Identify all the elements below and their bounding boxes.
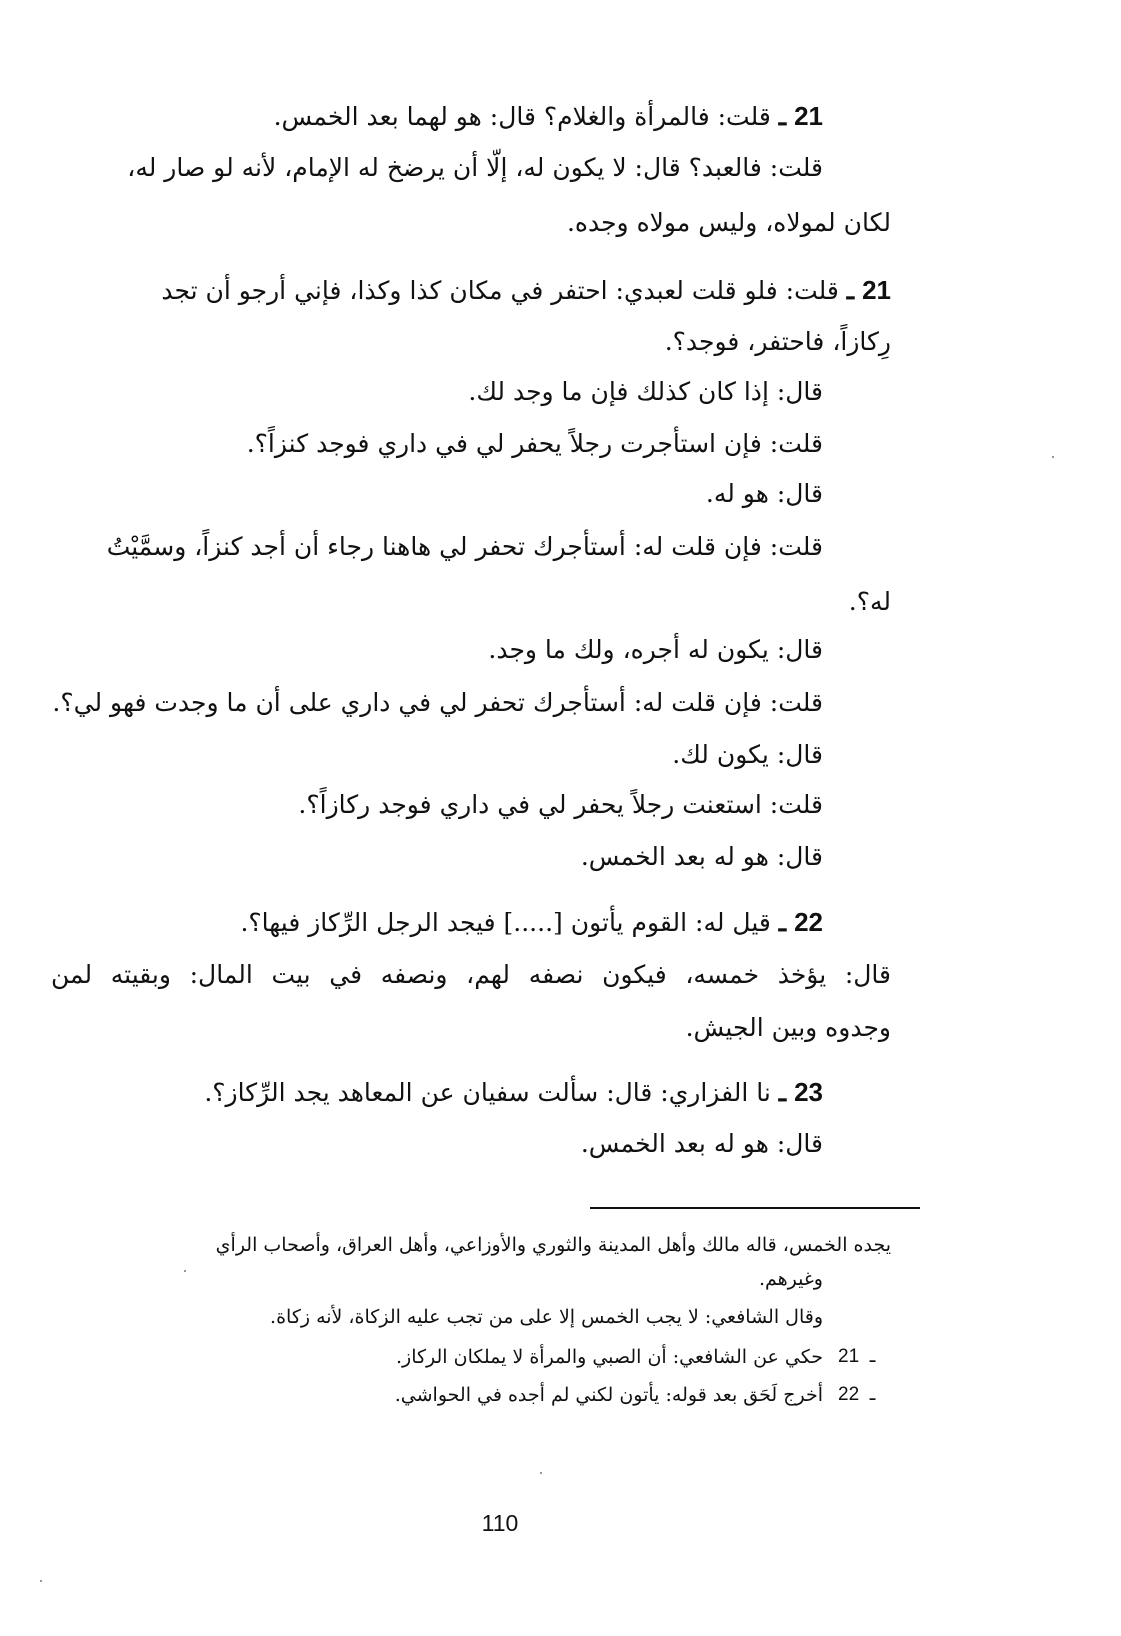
footnote-line-1: يجده الخمس، قاله مالك وأهل المدينة والثوري والأوزاعي، وأهل العراق، وأصحاب الرأي [215, 1234, 891, 1256]
paragraph-21b-line-2: رِكازاً، فاحتفر، فوجد؟. [664, 327, 891, 356]
paragraph-21b-line-11: قلت: استعنت رجلاً يحفر لي في داري فوجد ركازاً؟. [298, 790, 823, 819]
paragraph-text: قلت: فالمرأة والغلام؟ قال: هو لهما بعد الخمس. [273, 102, 771, 131]
scan-speck [1052, 456, 1054, 458]
paragraph-21b-line-12: قال: هو له بعد الخمس. [580, 842, 823, 871]
paragraph-number: 23 [794, 1077, 823, 1107]
number-dash: ـ [846, 276, 855, 305]
scan-speck [184, 1270, 186, 1272]
scan-speck [540, 1472, 542, 1474]
page-number: 110 [481, 1510, 519, 1536]
footnote-21: حكي عن الشافعي: أن الصبي والمرأة لا يملكان الركاز. [395, 1346, 823, 1368]
paragraph-21a-line-3: لكان لمولاه، وليس مولاه وجده. [566, 208, 891, 237]
paragraph-23-line-1 [204, 1072, 823, 1113]
footnote-dash: ـ [869, 1346, 876, 1367]
paragraph-21b-line-1 [161, 270, 891, 311]
number-dash: ـ [778, 102, 787, 131]
footnote-22: أخرج لَحَق بعد قوله: يأتون لكني لم أجده في الحواشي. [394, 1384, 823, 1406]
paragraph-number: 21 [862, 275, 891, 305]
footnote-dash: ـ [869, 1384, 876, 1405]
paragraph-23-line-2: قال: هو له بعد الخمس. [580, 1129, 823, 1158]
paragraph-21b-line-9: قلت: فإن قلت له: أستأجرك تحفر لي في داري على أن ما وجدت فهو لي؟. [52, 688, 823, 717]
footnote-line-2: وغيرهم. [758, 1268, 823, 1290]
footnote-number: 21 [838, 1346, 860, 1367]
paragraph-21b-line-6: قلت: فإن قلت له: أستأجرك تحفر لي هاهنا رجاء أن أجد كنزاً، وسمَّيْتُ [106, 532, 823, 561]
paragraph-text: قيل له: القوم يأتون [.....] فيجد الرجل الرِّكاز فيها؟. [240, 908, 771, 937]
footnote-separator [590, 1207, 920, 1209]
scan-speck [40, 1580, 42, 1582]
paragraph-21b-line-7: له؟. [848, 587, 891, 616]
paragraph-text: نا الفزاري: قال: سألت سفيان عن المعاهد يجد الرِّكاز؟. [204, 1078, 771, 1107]
paragraph-number: 21 [794, 101, 823, 131]
paragraph-21b-line-5: قال: هو له. [705, 479, 823, 508]
footnote-22-number [838, 1378, 898, 1412]
paragraph-21b-line-10: قال: يكون لك. [672, 740, 823, 769]
paragraph-21a-line-1 [274, 96, 823, 137]
paragraph-21b-line-4: قلت: فإن استأجرت رجلاً يحفر لي في داري فوجد كنزاً؟. [246, 429, 823, 458]
footnote-line-3: وقال الشافعي: لا يجب الخمس إلا على من تجب عليه الزكاة، لأنه زكاة. [270, 1306, 823, 1328]
footnote-number: 22 [838, 1384, 860, 1405]
paragraph-22-line-1 [240, 902, 823, 943]
paragraph-22-line-3: وجدوه وبين الجيش. [685, 1013, 891, 1042]
paragraph-21b-line-8: قال: يكون له أجره، ولك ما وجد. [488, 635, 823, 664]
paragraph-21a-line-2: قلت: فالعبد؟ قال: لا يكون له، إلّا أن يرضخ له الإمام، لأنه لو صار له، [127, 153, 823, 182]
paragraph-text: قلت: فلو قلت لعبدي: احتفر في مكان كذا وكذا، فإني أرجو أن تجد [161, 276, 839, 305]
paragraph-21b-line-3: قال: إذا كان كذلك فإن ما وجد لك. [468, 377, 823, 406]
number-dash: ـ [778, 908, 787, 937]
paragraph-number: 22 [794, 907, 823, 937]
footnote-21-number [838, 1340, 898, 1374]
paragraph-22-line-2: قال: يؤخذ خمسه، فيكون نصفه لهم، ونصفه في بيت المال: وبقيته لمن [51, 960, 891, 989]
number-dash: ـ [778, 1078, 787, 1107]
